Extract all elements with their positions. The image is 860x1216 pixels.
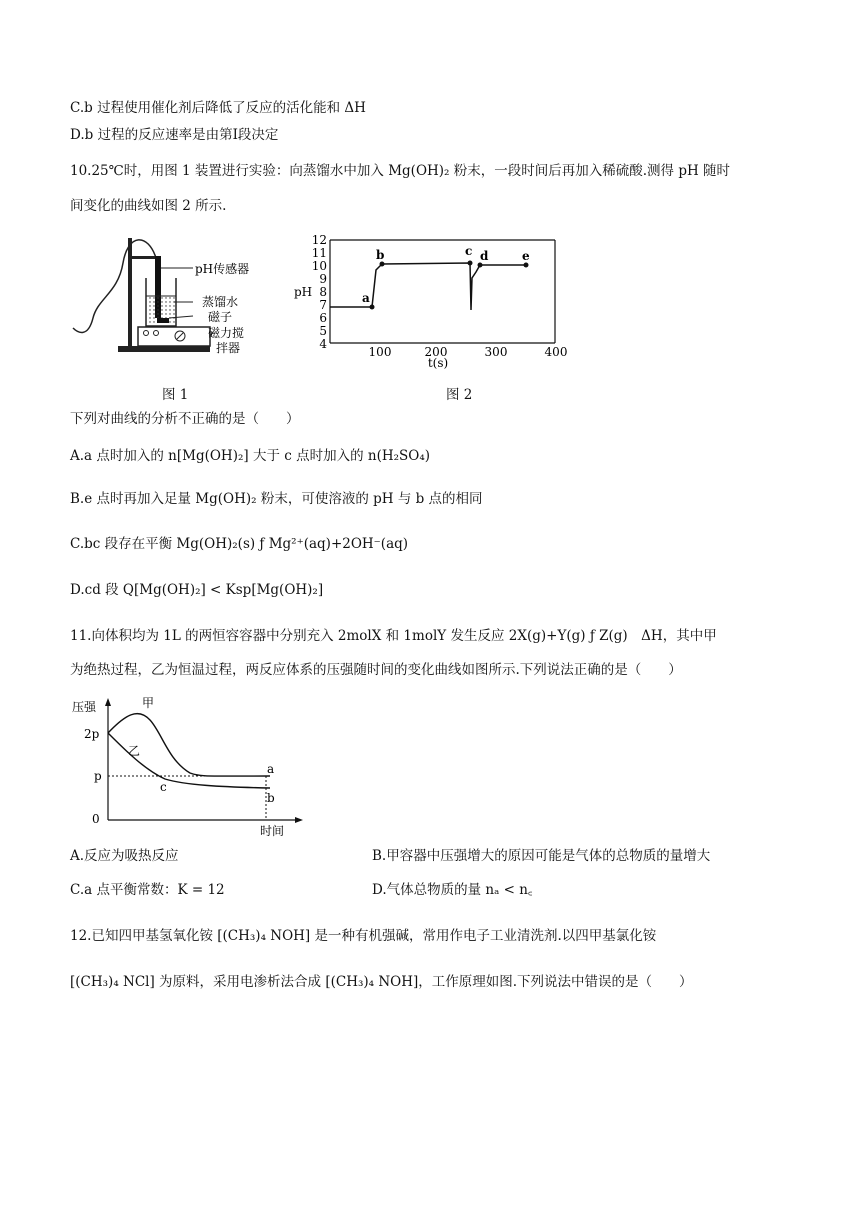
label-distilled-water: 蒸馏水 — [202, 295, 239, 309]
ph-time-graph — [290, 230, 580, 370]
point-b-label: b — [267, 791, 275, 805]
point-c: c — [465, 244, 473, 258]
label-stirrer-1: 磁力搅 — [208, 326, 245, 340]
y-tick-9: 9 — [319, 272, 327, 286]
point-a-label: a — [267, 762, 275, 776]
point-d: d — [480, 249, 489, 263]
q11-option-b: B.甲容器中压强增大的原因可能是气体的总物质的量增大 — [372, 848, 711, 864]
point-b: b — [376, 248, 385, 262]
y-tick-11: 11 — [311, 246, 327, 260]
x-axis-label: 时间 — [260, 824, 285, 838]
origin-label: 0 — [92, 812, 100, 826]
figure1-caption: 图 1 — [162, 387, 189, 403]
q10-option-b: B.e 点时再加入足量 Mg(OH)₂ 粉末，可使溶液的 pH 与 b 点的相同 — [70, 491, 483, 507]
y-tick-7: 7 — [319, 298, 327, 312]
q10-option-c: C.bc 段存在平衡 Mg(OH)₂(s) ƒ Mg²⁺(aq)+2OH⁻(aq) — [70, 536, 409, 552]
x-tick-200: 200 — [424, 345, 448, 359]
y-axis-label: pH — [294, 285, 313, 299]
y-tick-4: 4 — [319, 337, 327, 351]
tick-2p: 2p — [84, 727, 100, 741]
y-tick-6: 6 — [319, 311, 327, 325]
x-tick-300: 300 — [484, 345, 508, 359]
label-stir-bar: 磁子 — [208, 310, 233, 324]
q11-stem-line2: 为绝热过程，乙为恒温过程，两反应体系的压强随时间的变化曲线如图所示.下列说法正确的是（ ） — [70, 662, 682, 678]
point-e: e — [522, 249, 530, 263]
q11-stem-line1: 11.向体积均为 1L 的两恒容容器中分别充入 2molX 和 1molY 发生反应 2X(g)+Y(g) ƒ Z(g) ΔH，其中甲 — [70, 628, 717, 644]
q12-stem-line1: 12.已知四甲基氢氧化铵 [(CH₃)₄ NOH] 是一种有机强碱，常用作电子工业清洗剂.以四甲基氯化铵 — [70, 928, 657, 944]
apparatus-figure — [68, 228, 298, 358]
q12-stem-line2: [(CH₃)₄ NCl] 为原料，采用电渗析法合成 [(CH₃)₄ NOH]，工作原理如图.下列说法中错误的是（ ） — [70, 974, 693, 990]
label-stirrer-2: 拌器 — [216, 341, 241, 355]
q9-option-c: C.b 过程使用催化剂后降低了反应的活化能和 ΔH — [70, 100, 366, 116]
q11-option-d: D.气体总物质的量 nₐ < n꜀ — [372, 882, 533, 898]
point-c-label: c — [160, 780, 167, 794]
pressure-time-graph — [70, 695, 310, 840]
x-tick-100: 100 — [368, 345, 392, 359]
q9-option-d: D.b 过程的反应速率是由第Ⅰ段决定 — [70, 127, 279, 143]
q10-option-d: D.cd 段 Q[Mg(OH)₂] < Ksp[Mg(OH)₂] — [70, 582, 324, 598]
y-tick-10: 10 — [311, 259, 327, 273]
y-tick-8: 8 — [319, 285, 327, 299]
q10-option-a: A.a 点时加入的 n[Mg(OH)₂] 大于 c 点时加入的 n(H₂SO₄) — [70, 448, 431, 464]
q10-question: 下列对曲线的分析不正确的是（ ） — [70, 411, 300, 427]
q11-option-a: A.反应为吸热反应 — [70, 848, 179, 864]
tick-p: p — [94, 769, 102, 783]
curve-jia-label: 甲 — [142, 696, 155, 710]
curve-yi-label: 乙 — [128, 744, 141, 758]
q10-stem-line2: 间变化的曲线如图 2 所示. — [70, 198, 227, 214]
q10-stem-line1: 10.25℃时，用图 1 装置进行实验：向蒸馏水中加入 Mg(OH)₂ 粉末，一段时间后再加入稀硫酸.测得 pH 随时 — [70, 163, 731, 179]
x-tick-400: 400 — [544, 345, 568, 359]
y-tick-5: 5 — [319, 324, 327, 338]
x-axis-label: t(s) — [427, 356, 449, 370]
point-a: a — [362, 291, 370, 305]
y-tick-12: 12 — [311, 233, 327, 247]
label-ph-sensor: pH传感器 — [195, 262, 250, 276]
q11-option-c: C.a 点平衡常数：K = 12 — [70, 882, 225, 898]
y-axis-label: 压强 — [72, 700, 97, 714]
figure2-caption: 图 2 — [446, 387, 473, 403]
